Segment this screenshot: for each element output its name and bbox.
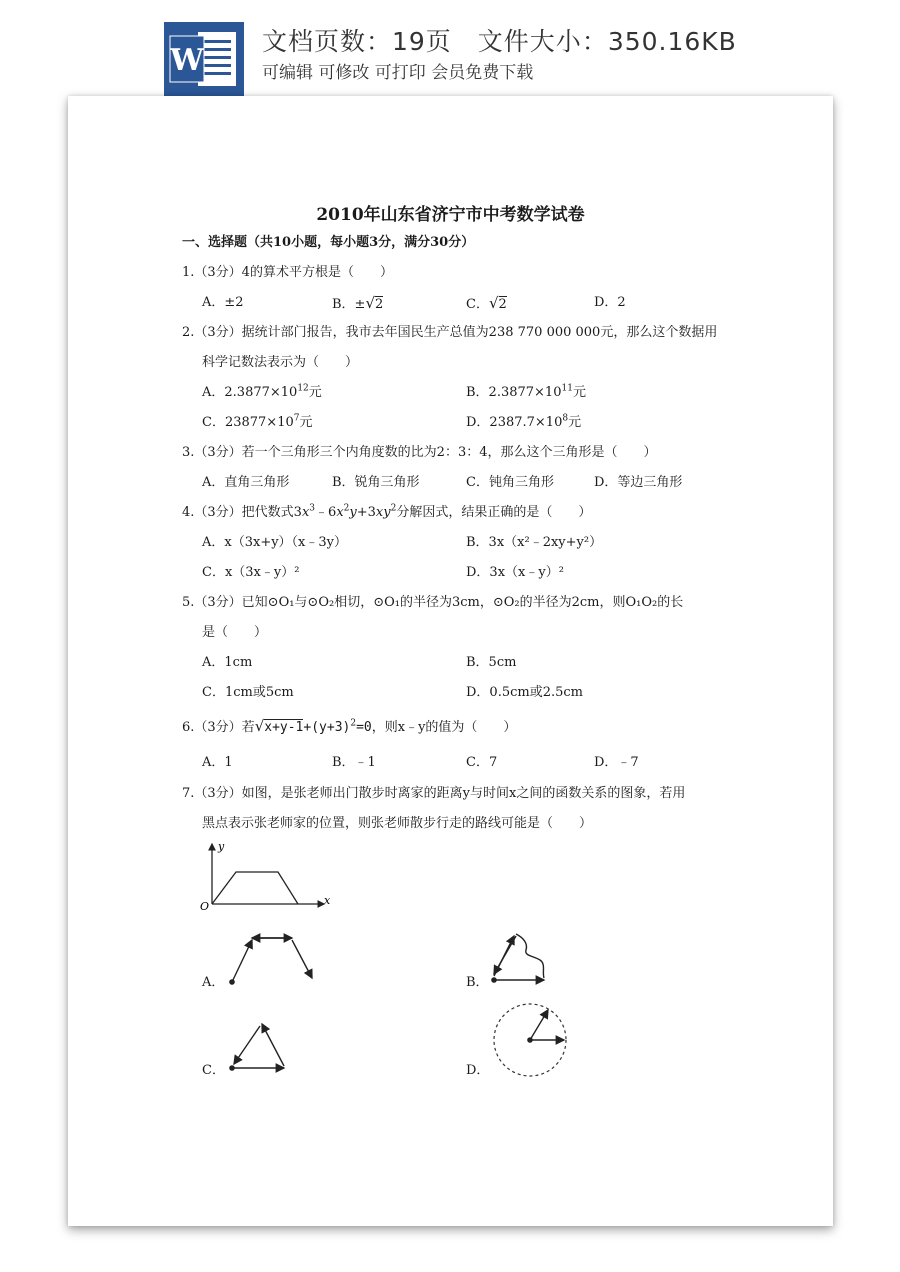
- q1-stem: 1.（3分）4的算术平方根是（ ）: [182, 265, 393, 280]
- q7-stem-line1: 7.（3分）如图，是张老师出门散步时离家的距离y与时间x之间的函数关系的图象，若用: [182, 786, 686, 801]
- q2-stem-line1: 2.（3分）据统计部门报告，我市去年国民生产总值为238 770 000 000元，那么这个数据用: [182, 325, 718, 340]
- q7-option-c-label: C．: [202, 1063, 225, 1078]
- q5-option-c: C．1cm或5cm: [202, 685, 294, 700]
- q3-option-b: B．锐角三角形: [332, 475, 420, 490]
- q4-option-a: A．x（3x+y）（x﹣3y）: [202, 535, 348, 550]
- q7-option-d-path: [488, 998, 572, 1082]
- q7-option-d-label: D．: [466, 1063, 490, 1078]
- q4-option-d: D．3x（x﹣y）²: [466, 565, 564, 580]
- svg-text:W: W: [170, 43, 204, 78]
- q5-option-b: B．5cm: [466, 655, 517, 670]
- q3-option-c: C．钝角三角形: [466, 475, 554, 490]
- q3-option-d: D．等边三角形: [594, 475, 683, 490]
- svg-text:x: x: [324, 894, 331, 907]
- document-page: [68, 96, 833, 1226]
- q1-option-a: A．±2: [202, 295, 244, 310]
- q6-option-d: D．﹣7: [594, 755, 639, 770]
- q1-option-b: B．±√2: [332, 294, 384, 312]
- q3-stem: 3.（3分）若一个三角形三个内角度数的比为2：3：4，那么这个三角形是（ ）: [182, 445, 657, 460]
- file-features: 可编辑 可修改 可打印 会员免费下载: [262, 63, 534, 83]
- section-heading: 一、选择题（共10小题，每小题3分，满分30分）: [182, 235, 475, 250]
- q7-option-c-path: [224, 1018, 294, 1076]
- download-header: [0, 0, 900, 100]
- document-title: 2010年山东省济宁市中考数学试卷: [316, 205, 585, 225]
- q2-stem-line2: 科学记数法表示为（ ）: [202, 355, 359, 370]
- q5-stem-line2: 是（ ）: [202, 625, 268, 640]
- q6-option-c: C．7: [466, 755, 498, 770]
- q4-stem: 4.（3分）把代数式$3x^3﹣6x^2y+3xy^2$分解因式，结果正确的是（ ）: [182, 503, 592, 520]
- q2-option-b: B．$2.3877\times 10^{11}$元: [466, 383, 586, 400]
- q4-option-c: C．x（3x﹣y）²: [202, 565, 300, 580]
- q5-option-a: A．1cm: [202, 655, 253, 670]
- q5-stem-line1: 5.（3分）已知⊙O₁与⊙O₂相切，⊙O₁的半径为3cm，⊙O₂的半径为2cm，则O₁O₂的长: [182, 595, 684, 610]
- q4-option-b: B．3x（x²﹣2xy+y²）: [466, 535, 603, 550]
- q6-stem: 6.（3分）若$√x+y-1+(y+3)^2=0$，则x﹣y的值为（ ）: [182, 717, 517, 735]
- svg-text:y: y: [218, 840, 225, 853]
- q1-option-d: D．2: [594, 295, 626, 310]
- q2-option-c: C．$23877\times 10^7$元: [202, 413, 313, 430]
- q6-option-a: A．1: [202, 755, 233, 770]
- q6-option-b: B．﹣1: [332, 755, 376, 770]
- q7-option-b-label: B．: [466, 975, 489, 990]
- q1-option-c: C．√2: [466, 294, 507, 312]
- q5-option-d: D．0.5cm或2.5cm: [466, 685, 583, 700]
- q3-option-a: A．直角三角形: [202, 475, 290, 490]
- file-info-title: 文档页数：19页 文件大小：350.16KB: [262, 27, 737, 56]
- q2-option-a: A．$2.3877\times 10^{12}$元: [202, 383, 322, 400]
- svg-text:O: O: [200, 900, 210, 912]
- q7-stem-line2: 黑点表示张老师家的位置，则张老师散步行走的路线可能是（ ）: [202, 816, 593, 831]
- q2-option-d: D．$2387.7\times 10^8$元: [466, 413, 582, 430]
- q7-option-a-label: A．: [202, 975, 225, 990]
- q7-option-b-path: [486, 928, 556, 988]
- q7-function-graph: [196, 840, 336, 912]
- q7-option-a-path: [224, 928, 320, 988]
- word-document-icon: [164, 22, 244, 96]
